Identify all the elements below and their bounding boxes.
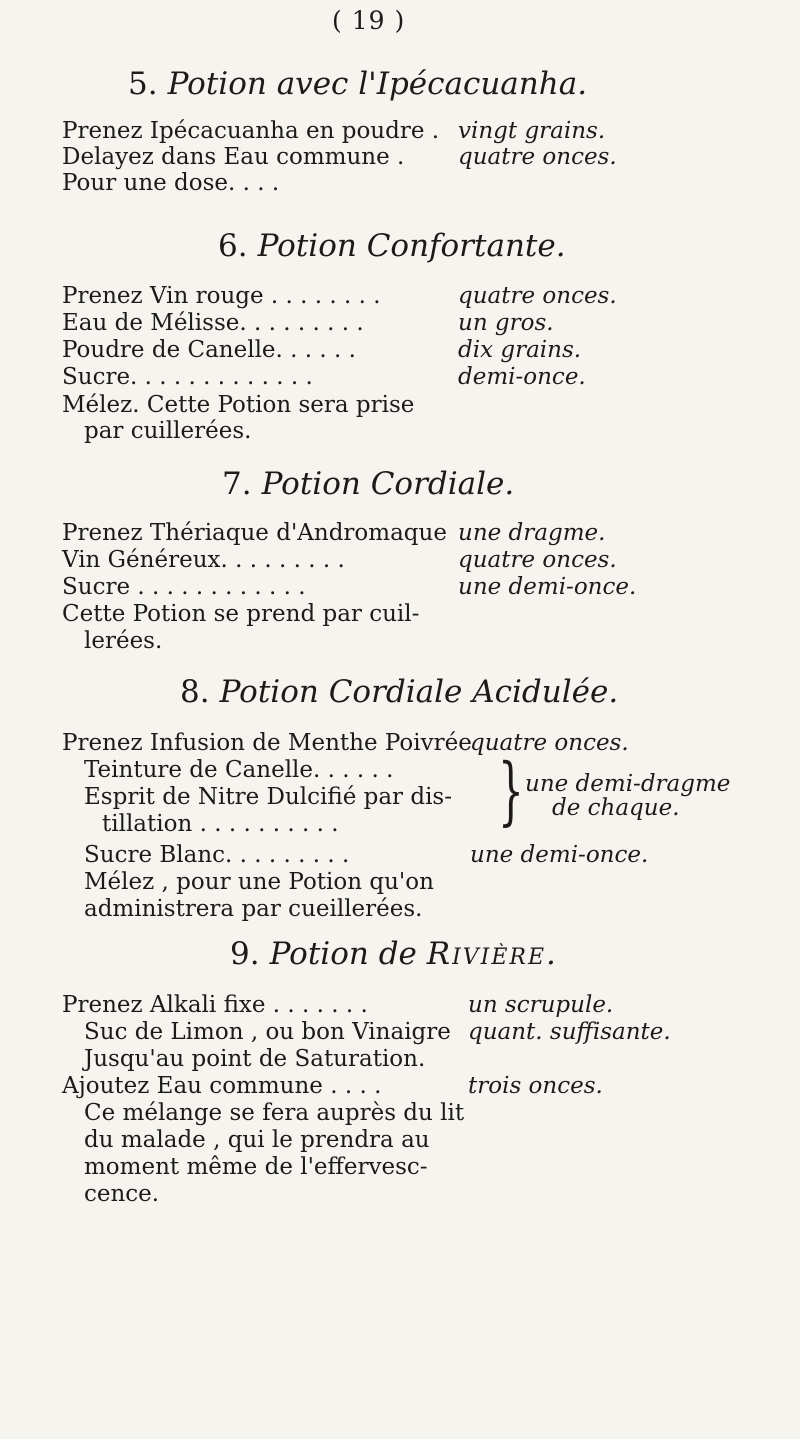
section-5-number: 5. xyxy=(128,66,158,102)
s5-qty-1: vingt grains. xyxy=(458,118,606,144)
s8-qty-1: quatre onces. xyxy=(470,730,629,756)
s8-qty-3: de chaque. xyxy=(552,795,680,821)
s8-line-2: Teinture de Canelle. . . . . . xyxy=(84,757,394,783)
s8-line-5: Sucre Blanc. . . . . . . . . xyxy=(84,842,350,868)
section-7-title: Potion Cordiale. xyxy=(261,466,515,502)
s7-line-2: Vin Généreux. . . . . . . . . xyxy=(62,547,345,573)
section-9-title-a: Potion de xyxy=(269,936,427,972)
s7-line-3: Sucre . . . . . . . . . . . . xyxy=(62,574,306,600)
s6-qty-3: dix grains. xyxy=(458,337,582,363)
s9-line-1: Prenez Alkali fixe . . . . . . . xyxy=(62,992,368,1018)
s7-qty-3: une demi-once. xyxy=(458,574,637,600)
section-9-title-b: Rivière. xyxy=(426,936,558,972)
s9-line-3: Jusqu'au point de Saturation. xyxy=(84,1046,426,1072)
s7-qty-2: quatre onces. xyxy=(458,547,617,573)
s8-qty-4: une demi-once. xyxy=(470,842,649,868)
section-9-heading xyxy=(230,936,558,972)
s8-line-1: Prenez Infusion de Menthe Poivrée xyxy=(62,730,472,756)
s6-line-4: Sucre. . . . . . . . . . . . . xyxy=(62,364,313,390)
s9-line-7: moment même de l'effervesc- xyxy=(84,1154,428,1180)
s7-line-5: lerées. xyxy=(84,628,163,654)
section-8-heading xyxy=(180,674,618,710)
s8-line-6: Mélez , pour une Potion qu'on xyxy=(84,869,434,895)
s9-qty-2: quant. suffisante. xyxy=(468,1019,671,1045)
section-6-number: 6. xyxy=(218,228,248,264)
s6-line-2: Eau de Mélisse. . . . . . . . . xyxy=(62,310,364,336)
s5-line-3: Pour une dose. . . . xyxy=(62,170,280,196)
s6-line-6: par cuillerées. xyxy=(84,418,252,444)
page-number: ( 19 ) xyxy=(332,6,406,35)
s9-line-5: Ce mélange se fera auprès du lit xyxy=(84,1100,465,1126)
s8-line-3: Esprit de Nitre Dulcifié par dis- xyxy=(84,784,453,810)
s9-line-4: Ajoutez Eau commune . . . . xyxy=(62,1073,382,1099)
section-6-heading xyxy=(218,228,566,264)
s5-line-1: Prenez Ipécacuanha en poudre . xyxy=(62,118,440,144)
section-7-heading xyxy=(222,466,514,502)
s9-qty-3: trois onces. xyxy=(468,1073,603,1099)
s7-line-1: Prenez Thériaque d'Andromaque xyxy=(62,520,447,546)
section-8-title: Potion Cordiale Acidulée. xyxy=(219,674,619,710)
section-5-title: Potion avec l'Ipécacuanha. xyxy=(167,66,588,102)
s8-line-4: tillation . . . . . . . . . . xyxy=(102,811,339,837)
section-6-title: Potion Confortante. xyxy=(257,228,566,264)
s8-qty-2: une demi-dragme xyxy=(525,771,731,797)
s6-qty-2: un gros. xyxy=(458,310,554,336)
s9-qty-1: un scrupule. xyxy=(468,992,614,1018)
s9-line-8: cence. xyxy=(84,1181,160,1207)
s6-qty-4: demi-once. xyxy=(458,364,586,390)
s6-line-1: Prenez Vin rouge . . . . . . . . xyxy=(62,283,381,309)
s7-qty-1: une dragme. xyxy=(458,520,606,546)
s5-qty-2: quatre onces. xyxy=(458,144,617,170)
s6-line-5: Mélez. Cette Potion sera prise xyxy=(62,392,415,418)
section-7-number: 7. xyxy=(222,466,252,502)
section-5-heading xyxy=(128,66,587,102)
section-9-number: 9. xyxy=(230,936,260,972)
s9-line-6: du malade , qui le prendra au xyxy=(84,1127,430,1153)
s6-line-3: Poudre de Canelle. . . . . . xyxy=(62,337,356,363)
s8-brace: } xyxy=(498,748,524,834)
s6-qty-1: quatre onces. xyxy=(458,283,617,309)
s9-line-2: Suc de Limon , ou bon Vinaigre xyxy=(84,1019,451,1045)
s7-line-4: Cette Potion se prend par cuil- xyxy=(62,601,420,627)
s8-line-7: administrera par cueillerées. xyxy=(84,896,423,922)
section-8-number: 8. xyxy=(180,674,210,710)
s5-line-2: Delayez dans Eau commune . xyxy=(62,144,405,170)
